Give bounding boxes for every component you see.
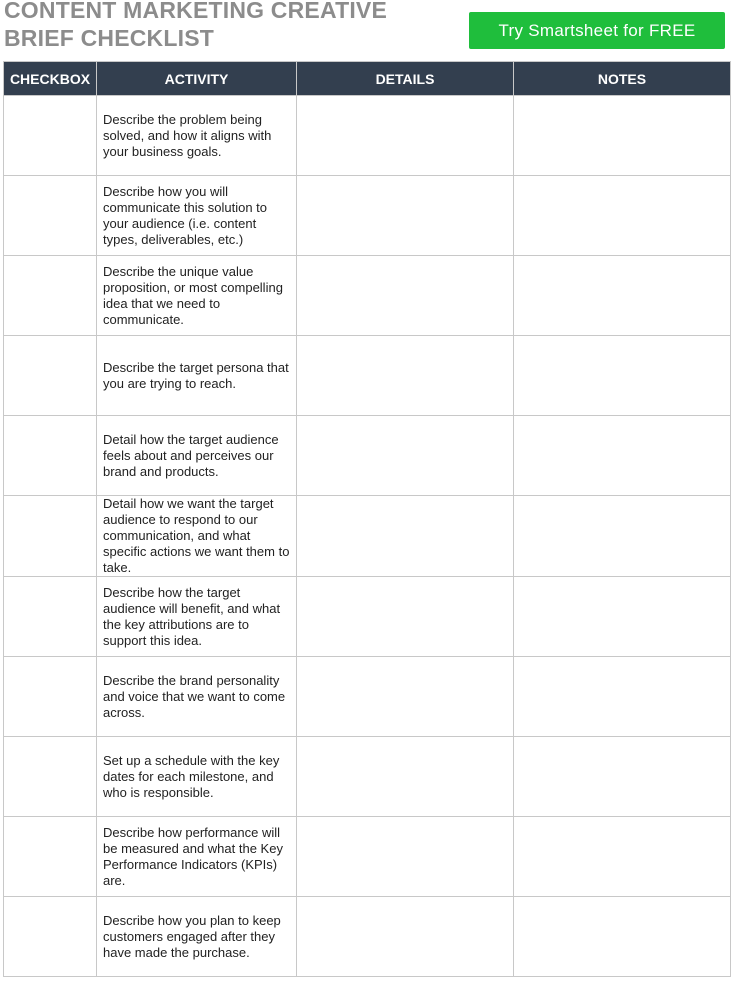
table-row	[4, 176, 731, 256]
notes-cell[interactable]	[514, 496, 731, 577]
details-cell[interactable]	[297, 737, 514, 817]
checkbox-cell[interactable]	[4, 496, 97, 577]
table-row	[4, 817, 731, 897]
column-header-notes: NOTES	[514, 62, 731, 96]
table-row	[4, 336, 731, 416]
details-cell[interactable]	[297, 577, 514, 657]
table-row	[4, 657, 731, 737]
table-row	[4, 96, 731, 176]
notes-cell[interactable]	[514, 336, 731, 416]
activity-cell: Describe how you plan to keep customers engaged after they have made the purchase.	[97, 897, 297, 977]
activity-cell: Detail how the target audience feels about and perceives our brand and products.	[97, 416, 297, 496]
activity-cell: Describe the brand personality and voice that we want to come across.	[97, 657, 297, 737]
details-cell[interactable]	[297, 176, 514, 256]
checkbox-cell[interactable]	[4, 336, 97, 416]
activity-cell: Describe the unique value proposition, or most compelling idea that we need to communicate.	[97, 256, 297, 336]
activity-cell: Detail how we want the target audience to respond to our communication, and what specific actions we want them to take.	[97, 496, 297, 577]
details-cell[interactable]	[297, 897, 514, 977]
notes-cell[interactable]	[514, 176, 731, 256]
activity-cell: Set up a schedule with the key dates for each milestone, and who is responsible.	[97, 737, 297, 817]
checklist-table	[3, 61, 731, 977]
notes-cell[interactable]	[514, 657, 731, 737]
notes-cell[interactable]	[514, 416, 731, 496]
activity-cell: Describe the target persona that you are trying to reach.	[97, 336, 297, 416]
notes-cell[interactable]	[514, 96, 731, 176]
checkbox-cell[interactable]	[4, 657, 97, 737]
details-cell[interactable]	[297, 256, 514, 336]
table-row	[4, 737, 731, 817]
checkbox-cell[interactable]	[4, 817, 97, 897]
details-cell[interactable]	[297, 336, 514, 416]
page-title-line-1: CONTENT MARKETING CREATIVE	[4, 0, 387, 23]
notes-cell[interactable]	[514, 817, 731, 897]
checkbox-cell[interactable]	[4, 176, 97, 256]
checkbox-cell[interactable]	[4, 737, 97, 817]
activity-cell: Describe how the target audience will benefit, and what the key attributions are to support this idea.	[97, 577, 297, 657]
checkbox-cell[interactable]	[4, 96, 97, 176]
details-cell[interactable]	[297, 817, 514, 897]
table-row	[4, 256, 731, 336]
table-row	[4, 416, 731, 496]
checkbox-cell[interactable]	[4, 256, 97, 336]
column-header-checkbox: CHECKBOX	[4, 62, 97, 96]
checkbox-cell[interactable]	[4, 577, 97, 657]
activity-cell: Describe how you will communicate this solution to your audience (i.e. content types, deliverables, etc.)	[97, 176, 297, 256]
checkbox-cell[interactable]	[4, 897, 97, 977]
page-title	[4, 0, 387, 52]
checkbox-cell[interactable]	[4, 416, 97, 496]
details-cell[interactable]	[297, 416, 514, 496]
table-row	[4, 577, 731, 657]
activity-cell: Describe how performance will be measured and what the Key Performance Indicators (KPIs) are.	[97, 817, 297, 897]
page-title-line-2: BRIEF CHECKLIST	[4, 25, 214, 51]
try-smartsheet-button[interactable]: Try Smartsheet for FREE	[469, 12, 725, 49]
details-cell[interactable]	[297, 96, 514, 176]
activity-cell: Describe the problem being solved, and how it aligns with your business goals.	[97, 96, 297, 176]
notes-cell[interactable]	[514, 577, 731, 657]
column-header-activity: ACTIVITY	[97, 62, 297, 96]
table-row	[4, 897, 731, 977]
column-header-details: DETAILS	[297, 62, 514, 96]
details-cell[interactable]	[297, 496, 514, 577]
notes-cell[interactable]	[514, 256, 731, 336]
table-row	[4, 496, 731, 577]
details-cell[interactable]	[297, 657, 514, 737]
notes-cell[interactable]	[514, 897, 731, 977]
notes-cell[interactable]	[514, 737, 731, 817]
table-header-row	[4, 62, 731, 96]
